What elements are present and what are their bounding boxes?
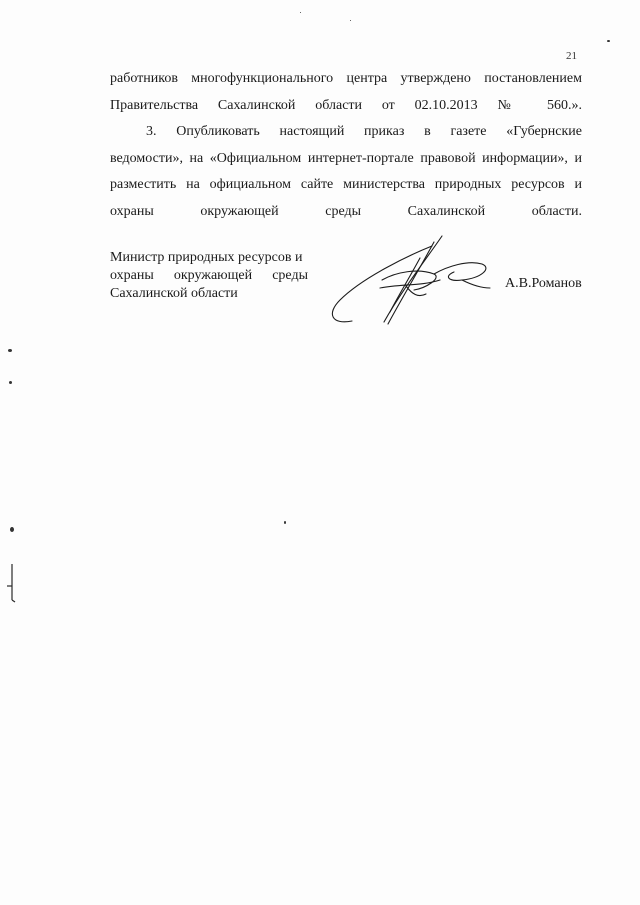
signatory-title <box>110 249 308 303</box>
paragraph-line: 3. Опубликовать настоящий приказ в газете «Губернские <box>146 124 582 139</box>
signatory-name: А.В.Романов <box>505 276 582 291</box>
signatory-title-line: Сахалинской области <box>110 286 238 301</box>
scan-speck <box>607 40 610 42</box>
paragraph-line: ведомости», на «Официальном интернет-портале правовой информации», и <box>110 150 582 166</box>
handwritten-signature <box>322 228 497 328</box>
signatory-title-line: Министр природных ресурсов и <box>110 250 303 265</box>
paragraph-publish-order <box>110 119 582 225</box>
margin-bracket-mark <box>3 560 17 604</box>
signatory-title-line: охраны окружающей среды <box>110 268 308 283</box>
paragraph-continuation <box>110 66 582 119</box>
scan-speck <box>300 12 301 13</box>
scan-speck <box>284 521 286 524</box>
scan-speck <box>9 381 12 384</box>
scan-speck <box>350 20 351 21</box>
page-number: 21 <box>566 50 577 62</box>
paragraph-line: охраны окружающей среды Сахалинской области. <box>110 203 582 219</box>
paragraph-line: работников многофункционального центра утверждено постановлением <box>110 71 582 86</box>
scan-speck <box>8 349 12 352</box>
paragraph-line: разместить на официальном сайте министерства природных ресурсов и <box>110 177 582 192</box>
scan-speck <box>10 527 14 532</box>
paragraph-line: Правительства Сахалинской области от 02.10.2013 № 560.». <box>110 97 582 113</box>
